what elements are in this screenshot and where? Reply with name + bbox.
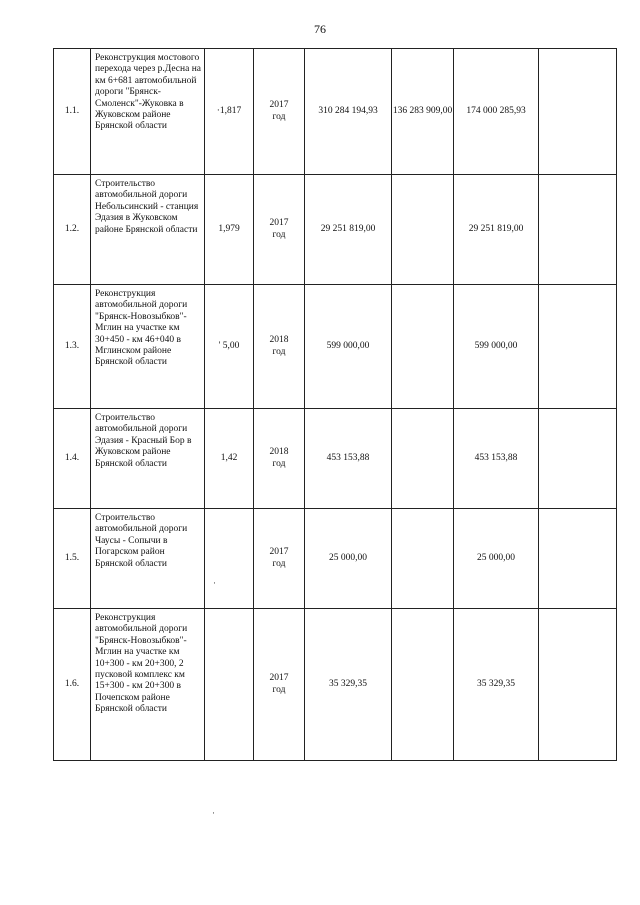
project-name: Реконструкция мостового перехода через р.Десна на км 6+681 автомобильной дороги "Брянск-Смоленск"-Жуковка в Жуковском районе Брянской области [91,49,205,175]
year-value: 2017 [269,218,289,229]
year-value: 2017 [269,673,289,684]
empty-cell [539,49,617,175]
project-year [254,609,305,761]
project-length: ' 5,00 [205,285,254,409]
row-number: 1.5. [54,509,91,609]
table-row [54,409,617,509]
year-value: 2018 [269,447,289,458]
project-length: 1,42 [205,409,254,509]
total-amount: 599 000,00 [305,285,392,409]
project-name: Реконструкция автомобильной дороги "Брянск-Новозыбков"-Мглин на участке км 30+450 - км 46+040 в Мглинском районе Брянской области [91,285,205,409]
page-number: 76 [314,22,326,36]
row-number: 1.3. [54,285,91,409]
year-value: 2018 [269,335,289,346]
project-name: Строительство автомобильной дороги Эдазия - Красный Бор в Жуковском районе Брянской области [91,409,205,509]
amount-a [392,509,454,609]
table-row [54,609,617,761]
empty-cell [539,285,617,409]
empty-cell [539,609,617,761]
project-name: Строительство автомобильной дороги Небольсинский - станция Эдазия в Жуковском районе Брянской области [91,175,205,285]
table-row [54,509,617,609]
project-year [254,49,305,175]
total-amount: 310 284 194,93 [305,49,392,175]
amount-a [392,609,454,761]
empty-cell [539,509,617,609]
amount-a [392,175,454,285]
year-unit: год [272,111,286,122]
project-name: Строительство автомобильной дороги Чаусы - Сопычи в Погарском район Брянской области [91,509,205,609]
amount-b: 174 000 285,93 [454,49,539,175]
amount-a [392,285,454,409]
year-value: 2017 [269,100,289,111]
total-amount: 29 251 819,00 [305,175,392,285]
amount-b: 25 000,00 [454,509,539,609]
project-year [254,175,305,285]
total-amount: 25 000,00 [305,509,392,609]
project-year [254,509,305,609]
total-amount: 35 329,35 [305,609,392,761]
empty-cell [539,409,617,509]
amount-b: 35 329,35 [454,609,539,761]
amount-b: 29 251 819,00 [454,175,539,285]
project-length [205,509,254,609]
amount-a: 136 283 909,00 [392,49,454,175]
projects-table [53,48,617,761]
project-length [205,609,254,761]
year-unit: год [272,346,286,357]
table-row [54,175,617,285]
scan-speck: · [212,808,215,818]
year-unit: год [272,684,286,695]
year-unit: год [272,558,286,569]
table-row [54,49,617,175]
project-length: ·1,817 [205,49,254,175]
amount-b: 453 153,88 [454,409,539,509]
empty-cell [539,175,617,285]
total-amount: 453 153,88 [305,409,392,509]
scan-speck: · [213,578,216,588]
project-year [254,285,305,409]
row-number: 1.1. [54,49,91,175]
row-number: 1.6. [54,609,91,761]
row-number: 1.4. [54,409,91,509]
year-value: 2017 [269,547,289,558]
amount-a [392,409,454,509]
year-unit: год [272,458,286,469]
row-number: 1.2. [54,175,91,285]
project-length: 1,979 [205,175,254,285]
year-unit: год [272,229,286,240]
project-year [254,409,305,509]
table-row [54,285,617,409]
amount-b: 599 000,00 [454,285,539,409]
project-name: Реконструкция автомобильной дороги "Брянск-Новозыбков"-Мглин на участке км 10+300 - км 20+300, 2 пусковой комплекс км 15+300 - км 20+300 в Почепском районе Брянской области [91,609,205,761]
